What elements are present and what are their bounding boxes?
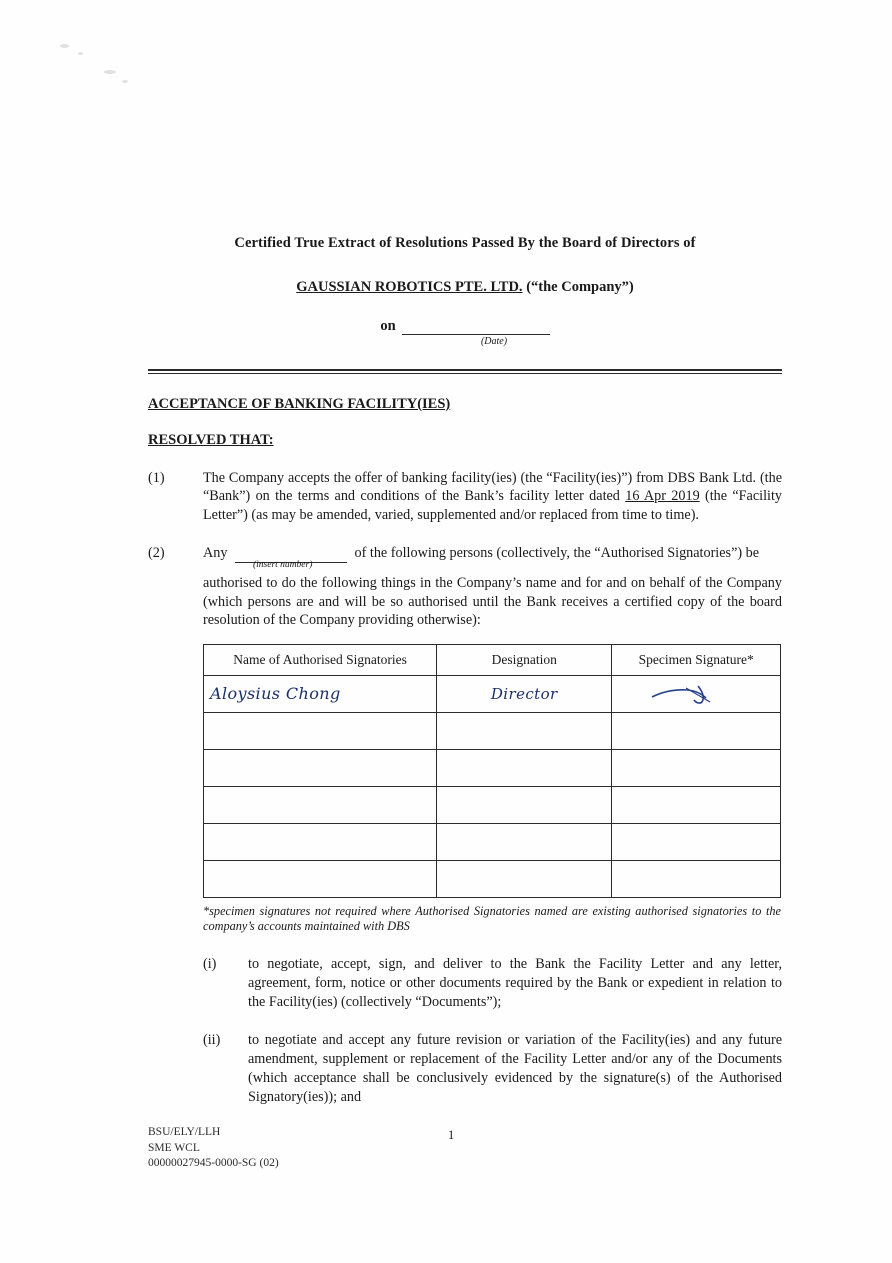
table-footnote: *specimen signatures not required where Authorised Signatories named are existing authorised signatories to the company’s accounts maintained with DBS bbox=[203, 903, 781, 934]
company-name: GAUSSIAN ROBOTICS PTE. LTD. bbox=[296, 279, 523, 295]
clause-2-continuation: authorised to do the following things in the Company’s name and for and on behalf of the Company (which persons are and will be so authorised until the Bank receives a certified copy of the board resolution of the Company providing otherwise): bbox=[203, 575, 782, 629]
facility-letter-date: 16 Apr 2019 bbox=[625, 488, 700, 505]
scan-speck bbox=[104, 70, 116, 74]
subclause-i bbox=[203, 955, 782, 1011]
clause-2-number: (2) bbox=[148, 545, 165, 562]
section-heading: ACCEPTANCE OF BANKING FACILITY(IES) bbox=[148, 396, 451, 412]
footer-line-1: BSU/ELY/LLH bbox=[148, 1126, 221, 1138]
cell-signature[interactable] bbox=[612, 786, 781, 823]
cell-signature[interactable] bbox=[612, 675, 781, 712]
column-header-name: Name of Authorised Signatories bbox=[204, 644, 437, 675]
subclause-ii-text: to negotiate and accept any future revision or variation of the Facility(ies) and any future amendment, supplement or replacement of the Facility Letter and/or any of the Documents (which acceptance shall be conclusively evidenced by the signature(s) of the Authorised Signatory(ies)); and bbox=[248, 1032, 782, 1105]
date-note: (Date) bbox=[480, 336, 508, 347]
cell-signature[interactable] bbox=[612, 823, 781, 860]
cell-name[interactable] bbox=[204, 823, 437, 860]
scan-speck bbox=[122, 80, 128, 83]
clause-2 bbox=[148, 544, 782, 629]
document-title: Certified True Extract of Resolutions Passed By the Board of Directors of bbox=[234, 235, 696, 251]
cell-name[interactable] bbox=[204, 675, 437, 712]
resolved-heading: RESOLVED THAT: bbox=[148, 432, 274, 448]
subclause-ii-number: (ii) bbox=[203, 1032, 221, 1049]
cell-signature[interactable] bbox=[612, 860, 781, 897]
table-row[interactable] bbox=[204, 786, 781, 823]
table-row[interactable] bbox=[204, 712, 781, 749]
column-header-signature: Specimen Signature* bbox=[612, 644, 781, 675]
insert-number-note: (insert number) bbox=[253, 559, 313, 570]
column-header-designation: Designation bbox=[437, 644, 612, 675]
signature-mark-icon bbox=[648, 683, 718, 705]
clause-1-text-after: (the “Facility Letter”) (as may be amended, varied, supplemented and/or replaced from time to time). bbox=[203, 488, 783, 523]
footer-line-3: 00000027945-0000-SG (02) bbox=[148, 1157, 279, 1170]
cell-designation[interactable] bbox=[437, 823, 612, 860]
table-row[interactable] bbox=[204, 860, 781, 897]
cell-name[interactable] bbox=[204, 860, 437, 897]
authorised-signatories-table bbox=[203, 644, 781, 898]
cell-signature[interactable] bbox=[612, 749, 781, 786]
company-line bbox=[148, 279, 782, 296]
cell-name[interactable] bbox=[204, 749, 437, 786]
cell-name[interactable] bbox=[204, 712, 437, 749]
cell-signature[interactable] bbox=[612, 712, 781, 749]
scan-speck bbox=[60, 44, 69, 48]
cell-name[interactable] bbox=[204, 786, 437, 823]
company-suffix: (“the Company”) bbox=[522, 279, 634, 295]
footer-line-2: SME WCL bbox=[148, 1141, 200, 1154]
document-footer bbox=[148, 1125, 279, 1172]
subclause-ii bbox=[203, 1031, 782, 1106]
date-line bbox=[148, 318, 782, 347]
clause-1-body bbox=[203, 469, 782, 524]
cell-designation[interactable] bbox=[437, 675, 612, 712]
document-content bbox=[148, 0, 782, 1106]
clause-1-text-before: The Company accepts the offer of banking facility(ies) (the “Facility(ies)”) from DBS Bank Ltd. (the “Bank”) on the terms and conditions of the Bank’s facility letter dated bbox=[203, 470, 782, 505]
date-blank[interactable] bbox=[402, 319, 550, 335]
page-number: 1 bbox=[448, 1128, 455, 1142]
subclause-i-number: (i) bbox=[203, 956, 217, 973]
clause-2-text-before: Any bbox=[203, 545, 231, 562]
cell-designation[interactable] bbox=[437, 749, 612, 786]
handwritten-designation: Director bbox=[490, 684, 558, 703]
on-label: on bbox=[380, 318, 396, 334]
clause-2-text-after: of the following persons (collectively, the “Authorised Signatories”) be bbox=[350, 545, 760, 562]
table-row[interactable] bbox=[204, 675, 781, 712]
table-row[interactable] bbox=[204, 823, 781, 860]
cell-designation[interactable] bbox=[437, 786, 612, 823]
clause-2-body bbox=[203, 544, 782, 629]
subclause-i-text: to negotiate, accept, sign, and deliver to the Bank the Facility Letter and any letter, agreement, form, notice or other documents required by the Bank or expedient in relation to the Facility(ies) (collectively “Documents”); bbox=[248, 956, 782, 1010]
scan-speck bbox=[78, 52, 83, 55]
clause-1-number: (1) bbox=[148, 470, 165, 486]
clause-1 bbox=[148, 469, 782, 524]
handwritten-name: Aloysius Chong bbox=[210, 684, 341, 704]
table-row[interactable] bbox=[204, 749, 781, 786]
cell-designation[interactable] bbox=[437, 860, 612, 897]
horizontal-rule bbox=[148, 369, 782, 374]
table-header-row bbox=[204, 644, 781, 675]
cell-designation[interactable] bbox=[437, 712, 612, 749]
